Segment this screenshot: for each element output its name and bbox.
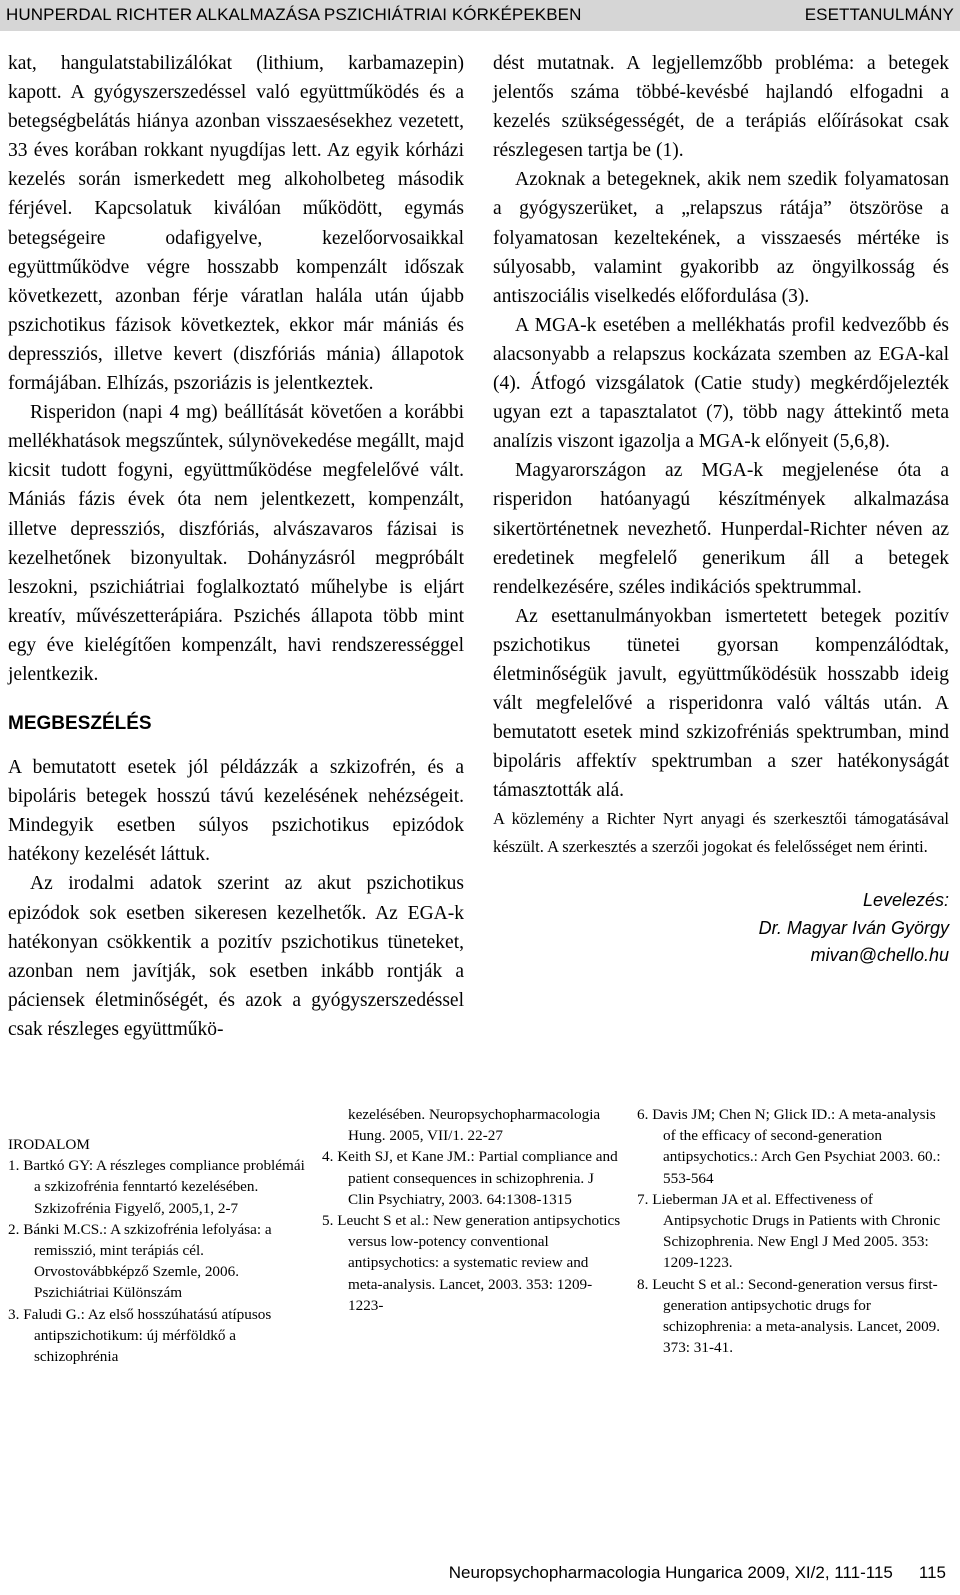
body-paragraph: dést mutatnak. A legjellemzőbb probléma: a betegek jelentős száma többé-kevésbé hajlandó elfogadni a kezelés szükségességét, de a terápiás előírásokat csak részlegesen tartja be (1). — [493, 53, 949, 162]
section-heading: MEGBESZÉLÉS — [8, 713, 152, 735]
references-column-3 — [637, 1104, 947, 1358]
reference-item: 2. Bánki M.CS.: A szkizofrénia lefolyása: a remisszió, mint terápiás cél. Orvostovábbképző Szemle, 2006. Pszichiátriai Különszám — [8, 1220, 272, 1302]
body-paragraph: Az esettanulmányokban ismertetett betegek pozitív pszichotikus tünetei gyorsan kompenzálódtak, életminőségük javult, együttműködésük hosszabb ideig vált megfelelővé a risperidonra való váltás után. A bemutatott esetek mind szkizofréniás spektrumban, mind bipoláris affektív spektrumban a szer hatékonyságát támasztották alá. — [493, 605, 949, 802]
references-column-1 — [8, 1134, 308, 1367]
body-paragraph: A MGA-k esetében a mellékhatás profil kedvezőbb és alacsonyabb a relapszus kockázata szemben az EGA-kal (4). Átfogó vizsgálatok (Catie study) megkérdőjelezték ugyan ezt a tapasztalatot (7), több nagy áttekintő meta analízis viszont igazolja a MGA-k előnyeit (5,6,8). — [493, 314, 949, 453]
reference-item-continued: kezelésében. Neuropsychopharmacologia Hung. 2005, VII/1. 22-27 — [348, 1106, 601, 1145]
journal-citation: Neuropsychopharmacologia Hungarica 2009, XI/2, 111-115 — [448, 1563, 893, 1582]
correspondence — [493, 887, 949, 970]
right-column — [493, 49, 949, 970]
acknowledgement: A közlemény a Richter Nyrt anyagi és szerkesztői támogatásával készült. A szerkesztés a szerzői jogokat és felelősséget nem érinti. — [493, 809, 949, 857]
correspondence-label: Levelezés: — [862, 890, 949, 911]
body-paragraph: Magyarországon az MGA-k megjelenése óta a risperidon hatóanyagú készítmények alkalmazása sikertörténetnek nevezhető. Hunperdal-Richter néven az eredetinek megfelelő generikum áll a betegek rendelkezésére, széles indikációs spektrummal. — [493, 460, 949, 598]
body-paragraph: kat, hangulatstabilizálókat (lithium, karbamazepin) kapott. A gyógyszerszedéssel való együttműködés és a betegségbelátás hiánya azonban visszaesésekhez vezetett, 33 éves korában rokkant nyugdíjas lett. Az egyik kórházi kezelés során ismerkedett meg alkoholbeteg második férjével. Kapcsolatuk kiválóan működött, egymás betegségeire odafigyelve, kezelőorvosaikkal együttműködve végre hosszabb kompenzált időszak következett, azonban férje váratlan halála után újabb pszichotikus fázisok következtek, ekkor már mániás és depressziós, illetve kevert (diszfóriás mánia) állapotok formájában. Elhízás, pszoriázis is jelentkeztek. — [8, 53, 464, 395]
body-paragraph: Az irodalmi adatok szerint az akut pszichotikus epizódok sok esetben sikeresen kezelhetők. Az EGA-k hatékonyan csökkentik a pozitív pszichotikus tüneteket, azonban nem javítják, sok esetben inkább rontják a páciensek életminőségét, és azok a gyógyszerszedéssel csak részleges együttműkö- — [8, 873, 464, 1040]
reference-item: 5. Leucht S et al.: New generation antipsychotics versus low-potency conventional antipsychotics: a systematic review and meta-analysis. Lancet, 2003. 353: 1209-1223- — [322, 1212, 621, 1314]
reference-item: 6. Davis JM; Chen N; Glick ID.: A meta-analysis of the efficacy of second-generation antipsychotics.: Arch Gen Psychiat 2003. 60.: 553-564 — [637, 1106, 941, 1187]
header-section: ESETTANULMÁNY — [804, 5, 954, 24]
page-footer — [449, 1563, 946, 1583]
references-column-2 — [322, 1104, 622, 1316]
body-paragraph: Risperidon (napi 4 mg) beállítását követően a korábbi mellékhatások megszűntek, súlynövekedése megállt, majd kicsit tudott fogyni, együttműködése megfelelővé vált. Mániás fázis évek óta nem jelentkezett, kompenzált, illetve depressziós, diszfóriás, alvászavaros fázisai is kezelhetőnek bizonyultak. Dohányzásról megpróbált leszokni, pszichiátriai foglalkoztató műhelybe is eljárt kreatív, művészetterápiára. Pszichés állapota több mint egy éve kielégítően kompenzált, havi rendszerességgel jelentkezik. — [8, 402, 464, 685]
correspondence-email[interactable]: mivan@chello.hu — [810, 945, 949, 966]
reference-item: 8. Leucht S et al.: Second-generation versus first-generation antipsychotic drugs for schizophrenia: a meta-analysis. Lancet, 2009. 373: 31-41. — [637, 1275, 941, 1357]
reference-item: 3. Faludi G.: Az első hosszúhatású atípusos antipszichotikum: új mérföldkő a schizophrénia — [8, 1305, 272, 1366]
page-number: 115 — [918, 1563, 946, 1582]
reference-item: 1. Bartkó GY: A részleges compliance problémái a szkizofrénia fenntartó kezelésében. Szkizofrénia Figyelő, 2005,1, 2-7 — [8, 1157, 305, 1217]
body-paragraph: Azoknak a betegeknek, akik nem szedik folyamatosan a gyógyszerüket, a „relapszus rátája” ötszöröse a folyamatosan kezeltekének, a visszaesés mértéke is súlyosabb, valamint gyakoribb az öngyilkosság és antiszociális viselkedés előfordulása (3). — [493, 169, 949, 307]
references-title: IRODALOM — [8, 1136, 90, 1153]
header-title: HUNPERDAL RICHTER ALKALMAZÁSA PSZICHIÁTRIAI KÓRKÉPEKBEN — [6, 5, 582, 24]
body-paragraph: A bemutatott esetek jól példázzák a szkizofrén, és a bipoláris betegek hosszú távú kezelésének nehézségeit. Mindegyik esetben súlyos pszichotikus epizódok hatékony kezelését láttuk. — [8, 757, 464, 866]
left-column — [8, 49, 464, 1044]
reference-item: 7. Lieberman JA et al. Effectiveness of Antipsychotic Drugs in Patients with Chronic Schizophrenia. New Engl J Med 2005. 353: 1209-1223. — [637, 1190, 941, 1272]
correspondence-name: Dr. Magyar Iván György — [758, 917, 949, 938]
running-header — [0, 0, 960, 31]
reference-item: 4. Keith SJ, et Kane JM.: Partial compliance and patient consequences in schizophrenia. J Clin Psychiatry, 2003. 64:1308-1315 — [322, 1148, 618, 1208]
